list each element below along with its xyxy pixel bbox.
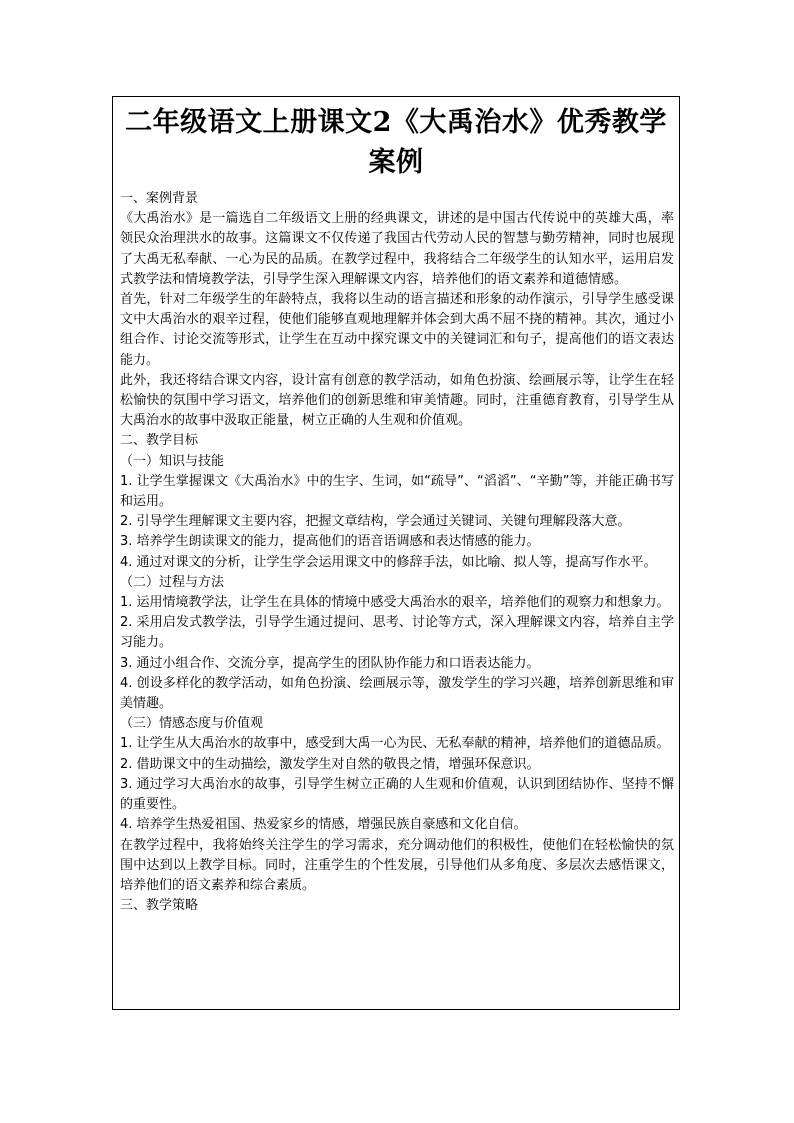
list-item: 3. 通过小组合作、交流分享，提高学生的团队协作能力和口语表达能力。 <box>120 655 540 671</box>
document-title: 二年级语文上册课文2《大禹治水》优秀教学案例 <box>125 107 667 178</box>
list-item: 4. 通过对课文的分析，让学生学会运用课文中的修辞手法，如比喻、拟人等，提高写作水平。 <box>120 554 657 570</box>
list-item: 2. 引导学生理解课文主要内容，把握文章结构，学会通过关键词、关键句理解段落大意。 <box>120 514 631 530</box>
list-item: 1. 让学生从大禹治水的故事中，感受到大禹一心为民、无私奉献的精神，培养他们的道德品质。 <box>120 736 670 752</box>
list-item: 1. 让学生掌握课文《大禹治水》中的生字、生词，如“疏导”、“滔滔”、“辛勤”等，并能正确书写和运用。 <box>120 473 674 510</box>
subheading-process-methods: （二）过程与方法 <box>120 574 225 590</box>
list-item: 1. 运用情境教学法，让学生在具体的情境中感受大禹治水的艰辛，培养他们的观察力和想象力。 <box>120 595 670 611</box>
subheading-attitudes-values: （三）情感态度与价值观 <box>120 716 264 732</box>
list-item: 3. 培养学生朗读课文的能力，提高他们的语音语调感和表达情感的能力。 <box>120 534 540 550</box>
list-item: 3. 通过学习大禹治水的故事，引导学生树立正确的人生观和价值观，认识到团结协作、坚持不懈的重要性。 <box>120 776 674 813</box>
document-body <box>113 189 679 916</box>
list-item: 4. 创设多样化的教学活动，如角色扮演、绘画展示等，激发学生的学习兴趣，培养创新思维和审美情趣。 <box>120 675 674 712</box>
document-frame <box>112 96 680 1010</box>
paragraph: 《大禹治水》是一篇选自二年级语文上册的经典课文，讲述的是中国古代传说中的英雄大禹，率领民众治理洪水的故事。这篇课文不仅传递了我国古代劳动人民的智慧与勤劳精神，同时也展现了大禹无私奉献、一心为民的品质。在教学过程中，我将结合二年级学生的认知水平，运用启发式教学法和情境教学法，引导学生深入理解课文内容，培养他们的语文素养和道德情感。 <box>120 211 674 287</box>
subheading-knowledge-skills: （一）知识与技能 <box>120 453 225 469</box>
section-heading-background: 一、案例背景 <box>120 191 199 206</box>
list-item: 2. 借助课文中的生动描绘，激发学生对自然的敬畏之情，增强环保意识。 <box>120 756 540 772</box>
section-heading-strategies: 三、教学策略 <box>120 898 199 914</box>
list-item: 2. 采用启发式教学法，引导学生通过提问、思考、讨论等方式，深入理解课文内容，培养自主学习能力。 <box>120 615 674 651</box>
paragraph: 首先，针对二年级学生的年龄特点，我将以生动的语言描述和形象的动作演示，引导学生感受课文中大禹治水的艰辛过程，使他们能够直观地理解并体会到大禹不屈不挠的精神。其次，通过小组合作、讨论交流等形式，让学生在互动中探究课文中的关键词汇和句子，提高他们的语文表达能力。 <box>120 292 674 368</box>
paragraph: 在教学过程中，我将始终关注学生的学习需求，充分调动他们的积极性，使他们在轻松愉快的氛围中达到以上教学目标。同时，注重学生的个性发展，引导他们从多角度、多层次去感悟课文，培养他们的语文素养和综合素质。 <box>120 837 674 893</box>
paragraph: 此外，我还将结合课文内容，设计富有创意的教学活动，如角色扮演、绘画展示等，让学生在轻松愉快的氛围中学习语文，培养他们的创新思维和审美情趣。同时，注重德育教育，引导学生从大禹治水的故事中汲取正能量，树立正确的人生观和价值观。 <box>120 372 674 429</box>
list-item: 4. 培养学生热爱祖国、热爱家乡的情感，增强民族自豪感和文化自信。 <box>120 817 527 833</box>
section-heading-goals: 二、教学目标 <box>120 433 199 449</box>
